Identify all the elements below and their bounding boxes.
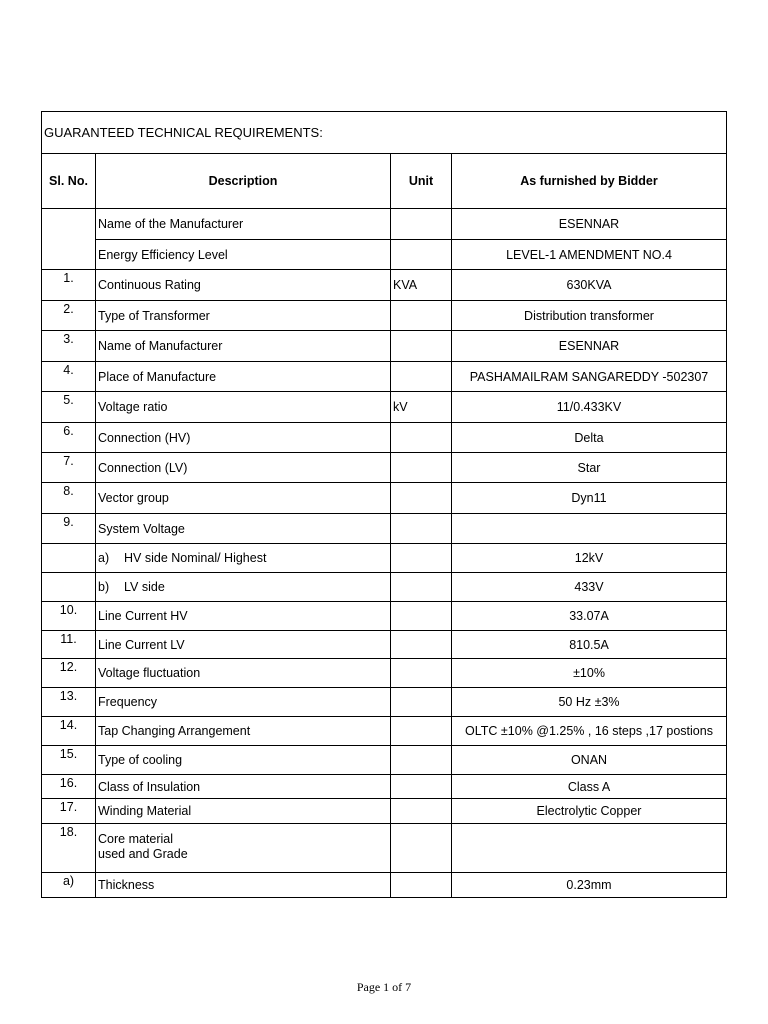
sl-no-cell: 3. <box>42 331 96 362</box>
table-row <box>42 301 727 331</box>
unit-cell <box>391 824 452 873</box>
unit-cell <box>391 209 452 240</box>
description-cell: Type of Transformer <box>96 301 391 331</box>
unit-cell <box>391 483 452 514</box>
value-cell: PASHAMAILRAM SANGAREDDY -502307 <box>452 362 727 392</box>
description-cell: Tap Changing Arrangement <box>96 717 391 746</box>
sub-item-label: LV side <box>124 580 165 594</box>
value-cell: OLTC ±10% @1.25% , 16 steps ,17 postions <box>452 717 727 746</box>
unit-cell <box>391 423 452 453</box>
description-cell: Place of Manufacture <box>96 362 391 392</box>
sl-no-cell: 4. <box>42 362 96 392</box>
description-line: Core material <box>98 832 174 846</box>
sl-no-cell: 18. <box>42 824 96 873</box>
description-cell <box>96 573 391 602</box>
description-line: used and Grade <box>98 847 188 861</box>
header-sl-no: Sl. No. <box>42 154 96 209</box>
value-cell: ESENNAR <box>452 331 727 362</box>
table-row <box>42 602 727 631</box>
header-row <box>42 154 727 209</box>
unit-cell <box>391 717 452 746</box>
sl-no-cell: 5. <box>42 392 96 423</box>
table-row <box>42 824 727 873</box>
value-cell: LEVEL-1 AMENDMENT NO.4 <box>452 240 727 270</box>
sl-no-cell: 9. <box>42 514 96 544</box>
header-description: Description <box>96 154 391 209</box>
sl-no-cell: 12. <box>42 659 96 688</box>
unit-cell <box>391 631 452 659</box>
table-row <box>42 573 727 602</box>
description-cell: Connection (HV) <box>96 423 391 453</box>
sl-no-cell: 10. <box>42 602 96 631</box>
sl-no-cell: 7. <box>42 453 96 483</box>
value-cell: 11/0.433KV <box>452 392 727 423</box>
value-cell: Distribution transformer <box>452 301 727 331</box>
value-cell: 810.5A <box>452 631 727 659</box>
value-cell: 12kV <box>452 544 727 573</box>
table-row <box>42 631 727 659</box>
unit-cell <box>391 573 452 602</box>
description-cell: Name of Manufacturer <box>96 331 391 362</box>
header-as-furnished: As furnished by Bidder <box>452 154 727 209</box>
table-row <box>42 659 727 688</box>
table-row <box>42 544 727 573</box>
unit-cell <box>391 775 452 799</box>
description-cell: Frequency <box>96 688 391 717</box>
unit-cell <box>391 799 452 824</box>
unit-cell <box>391 453 452 483</box>
unit-cell <box>391 659 452 688</box>
value-cell <box>452 824 727 873</box>
description-cell: Winding Material <box>96 799 391 824</box>
sl-no-cell: 1. <box>42 270 96 301</box>
description-cell: Voltage ratio <box>96 392 391 423</box>
sl-no-cell: 8. <box>42 483 96 514</box>
unit-cell: KVA <box>391 270 452 301</box>
table-row <box>42 688 727 717</box>
sl-no-cell: 16. <box>42 775 96 799</box>
sub-item-letter: b) <box>98 580 110 594</box>
table-row <box>42 423 727 453</box>
value-cell: Electrolytic Copper <box>452 799 727 824</box>
unit-cell <box>391 544 452 573</box>
sl-no-cell: 11. <box>42 631 96 659</box>
value-cell: Delta <box>452 423 727 453</box>
table-title: GUARANTEED TECHNICAL REQUIREMENTS: <box>42 112 727 154</box>
table-row <box>42 392 727 423</box>
sl-no-cell: 2. <box>42 301 96 331</box>
table-row <box>42 270 727 301</box>
table-row <box>42 799 727 824</box>
value-cell: 630KVA <box>452 270 727 301</box>
description-cell: Type of cooling <box>96 746 391 775</box>
table-row <box>42 746 727 775</box>
header-unit: Unit <box>391 154 452 209</box>
description-cell: Continuous Rating <box>96 270 391 301</box>
value-cell: ONAN <box>452 746 727 775</box>
sl-no-cell: 13. <box>42 688 96 717</box>
unit-cell <box>391 240 452 270</box>
unit-cell <box>391 301 452 331</box>
sl-no-cell: 6. <box>42 423 96 453</box>
sl-no-cell: 15. <box>42 746 96 775</box>
unit-cell <box>391 746 452 775</box>
sl-no-cell <box>42 573 96 602</box>
value-cell: Dyn11 <box>452 483 727 514</box>
table-row <box>42 514 727 544</box>
table-row <box>42 331 727 362</box>
description-cell: Line Current LV <box>96 631 391 659</box>
value-cell: Star <box>452 453 727 483</box>
sl-no-cell: 17. <box>42 799 96 824</box>
value-cell: 0.23mm <box>452 873 727 898</box>
page-number: Page 1 of 7 <box>356 980 412 994</box>
unit-cell: kV <box>391 392 452 423</box>
description-cell: Class of Insulation <box>96 775 391 799</box>
sl-no-cell: a) <box>42 873 96 898</box>
description-cell: Thickness <box>96 873 391 898</box>
table-row <box>42 209 727 240</box>
unit-cell <box>391 602 452 631</box>
unit-cell <box>391 331 452 362</box>
value-cell: Class A <box>452 775 727 799</box>
description-cell: Voltage fluctuation <box>96 659 391 688</box>
unit-cell <box>391 514 452 544</box>
description-cell: Vector group <box>96 483 391 514</box>
sl-no-cell <box>42 209 96 270</box>
technical-requirements-table <box>41 111 727 898</box>
description-cell: Energy Efficiency Level <box>96 240 391 270</box>
description-cell <box>96 824 391 873</box>
value-cell: ESENNAR <box>452 209 727 240</box>
unit-cell <box>391 873 452 898</box>
table-row <box>42 873 727 898</box>
description-cell: Name of the Manufacturer <box>96 209 391 240</box>
sub-item-label: HV side Nominal/ Highest <box>124 551 267 565</box>
table-row <box>42 717 727 746</box>
value-cell: ±10% <box>452 659 727 688</box>
sl-no-cell: 14. <box>42 717 96 746</box>
description-cell: System Voltage <box>96 514 391 544</box>
description-cell: Connection (LV) <box>96 453 391 483</box>
table-row <box>42 453 727 483</box>
unit-cell <box>391 362 452 392</box>
table-row <box>42 362 727 392</box>
description-cell <box>96 544 391 573</box>
table-row <box>42 240 727 270</box>
value-cell: 33.07A <box>452 602 727 631</box>
table-row <box>42 483 727 514</box>
description-cell: Line Current HV <box>96 602 391 631</box>
sl-no-cell <box>42 544 96 573</box>
table-row <box>42 775 727 799</box>
value-cell <box>452 514 727 544</box>
unit-cell <box>391 688 452 717</box>
value-cell: 433V <box>452 573 727 602</box>
value-cell: 50 Hz ±3% <box>452 688 727 717</box>
sub-item-letter: a) <box>98 551 110 565</box>
